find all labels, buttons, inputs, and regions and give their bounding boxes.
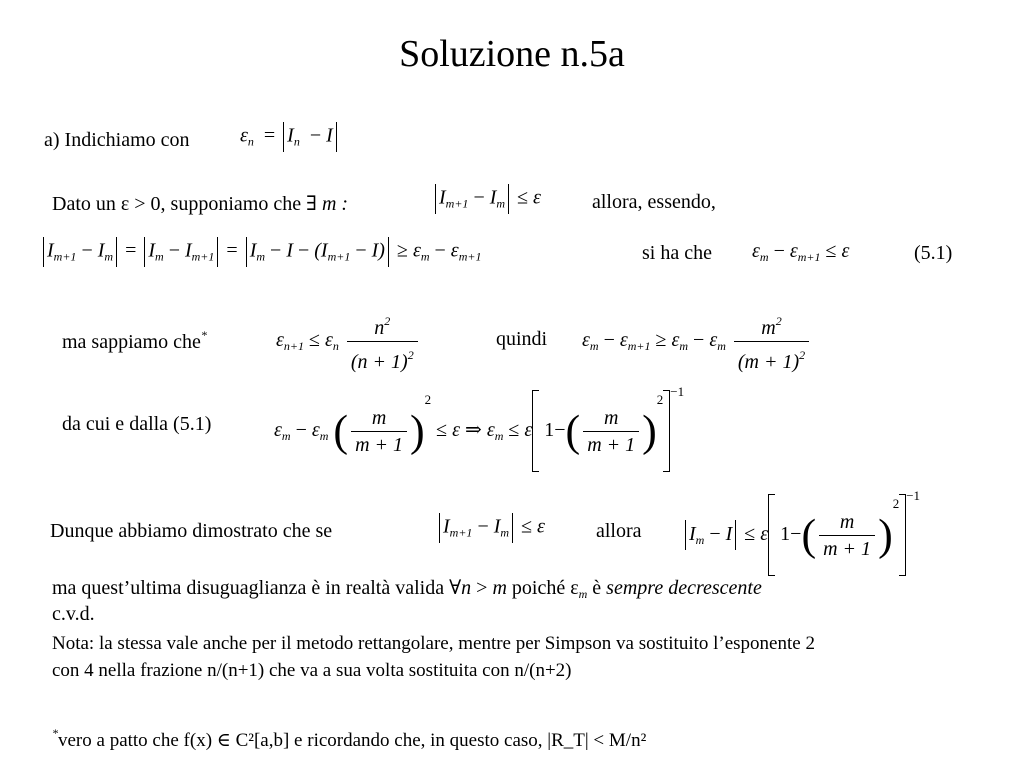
ma-sappiamo — [62, 328, 207, 354]
ma-quest-m: m — [492, 577, 507, 599]
den-n: (n + 1) — [350, 351, 408, 373]
sub-m1: m+1 — [445, 196, 469, 211]
right-bracket — [899, 494, 906, 576]
right-paren: ) — [642, 406, 657, 456]
abs-bar — [116, 237, 117, 267]
abs-bar — [217, 237, 218, 267]
I-symbol: I — [97, 239, 105, 262]
numerator — [734, 308, 809, 342]
sub-m: m — [679, 339, 689, 354]
minus-symbol: − — [434, 239, 446, 262]
eps-symbol: ε — [671, 329, 680, 352]
exp-2: 2 — [384, 314, 391, 328]
right-paren: ) — [410, 406, 425, 456]
left-bracket — [768, 494, 775, 576]
eps-symbol: ε — [841, 240, 850, 262]
quindi: quindi — [496, 328, 548, 350]
left-bracket — [532, 390, 539, 472]
I-close-paren: I) — [371, 239, 385, 262]
right-bracket — [663, 390, 670, 472]
left-paren: ( — [565, 406, 581, 456]
left-paren: ( — [333, 406, 349, 456]
I-symbol: I — [489, 186, 497, 209]
dunque: Dunque abbiamo dimostrato che se — [50, 520, 333, 542]
numerator: m — [819, 509, 875, 536]
sub-m1: m+1 — [191, 249, 215, 264]
minus-symbol: − — [297, 239, 310, 262]
sub-m1: m+1 — [53, 249, 77, 264]
sub-n: n — [247, 134, 254, 149]
cvd: c.v.d. — [52, 603, 95, 625]
denominator: m + 1 — [355, 433, 404, 456]
sub-n: n — [332, 339, 339, 354]
eq-symbol: = — [226, 239, 238, 262]
minus-symbol: − — [709, 523, 721, 545]
si-ha-che: si ha che — [642, 242, 712, 264]
ma-quest-italic: sempre decrescente — [606, 577, 762, 599]
paren-I: (I — [314, 239, 328, 262]
minus-symbol: − — [790, 523, 802, 545]
dato-line — [52, 191, 348, 216]
eps-symbol: ε — [789, 240, 798, 262]
ma-quest-e: è — [587, 577, 607, 599]
eps-symbol: ε — [533, 186, 541, 209]
ma-quest-gt: > — [471, 577, 493, 599]
formula-quindi — [582, 308, 812, 375]
I-symbol: I — [326, 124, 333, 147]
sub-m1: m+1 — [458, 249, 482, 264]
denominator — [734, 342, 809, 375]
eq-symbol: = — [125, 239, 137, 262]
sub-m: m — [589, 339, 599, 354]
eps-symbol: ε — [276, 329, 284, 352]
abs-bar — [43, 237, 44, 267]
sub-m: m — [256, 249, 266, 264]
ma-quest-poiche: poiché ε — [506, 577, 579, 599]
sub-m: m — [494, 429, 504, 443]
formula-eps-def — [240, 122, 340, 152]
denominator — [347, 342, 418, 375]
abs-bar — [508, 184, 509, 214]
leq-symbol: ≤ — [508, 419, 520, 441]
sub-n: n — [293, 134, 300, 149]
minus-symbol: − — [309, 124, 322, 147]
one-symbol: 1 — [544, 419, 555, 441]
minus-symbol: − — [554, 419, 566, 441]
geq-symbol: ≥ — [396, 239, 408, 262]
sub-m: m — [500, 525, 510, 540]
I-symbol: I — [47, 239, 54, 262]
nota-line-2: con 4 nella frazione n/(n+1) che va a sua volta sostituita con n/(n+2) — [52, 660, 572, 681]
abs-bar — [735, 520, 736, 550]
I-symbol: I — [184, 239, 192, 262]
fraction — [351, 405, 407, 458]
fraction — [583, 405, 639, 458]
I-symbol: I — [725, 523, 733, 545]
minus-symbol: − — [473, 186, 485, 209]
fraction — [819, 509, 875, 562]
sub-m: m — [695, 533, 705, 547]
eps-symbol: ε — [760, 523, 769, 545]
footnote — [52, 726, 646, 752]
eps-symbol: ε — [274, 419, 282, 441]
exp-2: 2 — [424, 392, 432, 407]
denominator: m + 1 — [823, 537, 872, 560]
left-paren: ( — [801, 510, 817, 560]
eq-symbol: = — [263, 124, 276, 147]
sub-m: m — [717, 339, 726, 354]
abs-bar — [336, 122, 337, 152]
abs-bar — [439, 513, 440, 543]
eps-symbol: ε — [452, 419, 461, 441]
I-symbol: I — [689, 523, 696, 545]
I-symbol: I — [287, 124, 294, 147]
formula-dunque-hyp — [436, 513, 545, 543]
footnote-mark: * — [200, 328, 207, 342]
eps-symbol: ε — [311, 419, 320, 441]
numerator: m — [583, 405, 639, 432]
abs-bar — [246, 237, 247, 267]
allora: allora — [596, 520, 642, 542]
eq-label: (5.1) — [914, 242, 953, 264]
sub-m: m — [104, 249, 114, 264]
abs-bar — [144, 237, 145, 267]
denominator: m + 1 — [587, 433, 636, 456]
implies-symbol: ⇒ — [465, 419, 482, 441]
eps-symbol: ε — [324, 329, 333, 352]
sub-m1: m+1 — [327, 249, 351, 264]
right-paren: ) — [878, 510, 893, 560]
leq-symbol: ≤ — [825, 240, 837, 262]
ma-quest-text: ma quest’ultima disuguaglianza è in realtà valida ∀ — [52, 577, 462, 599]
abs-bar — [435, 184, 436, 214]
formula-hyp — [432, 184, 541, 214]
sub-m1: m+1 — [449, 525, 473, 540]
dato-text: Dato un ε > 0, supponiamo che ∃ — [52, 193, 317, 215]
footnote-mark: * — [52, 726, 58, 740]
exp-2: 2 — [799, 348, 806, 362]
abs-bar — [283, 122, 284, 152]
sub-m: m — [496, 196, 506, 211]
exp-neg1: −1 — [906, 488, 921, 503]
leq-symbol: ≤ — [309, 329, 320, 352]
formula-da-cui — [274, 384, 684, 472]
minus-symbol: − — [477, 515, 489, 538]
sub-m: m — [420, 249, 430, 264]
eps-symbol: ε — [486, 419, 495, 441]
minus-symbol: − — [295, 419, 307, 441]
minus-symbol: − — [168, 239, 180, 262]
m-symbol: m — [761, 317, 776, 339]
page-title: Soluzione n.5a — [399, 33, 625, 75]
minus-symbol: − — [270, 239, 282, 262]
I-symbol: I — [439, 186, 446, 209]
leq-symbol: ≤ — [521, 515, 533, 538]
geq-symbol: ≥ — [655, 329, 667, 352]
da-cui: da cui e dalla (5.1) — [62, 413, 212, 435]
minus-symbol: − — [773, 240, 785, 262]
n-symbol: n — [374, 317, 385, 339]
fraction — [347, 308, 418, 375]
eps-symbol: ε — [709, 329, 718, 352]
eps-symbol: ε — [450, 239, 459, 262]
ma-quest-n: n — [461, 577, 472, 599]
eps-symbol: ε — [619, 329, 628, 352]
leq-symbol: ≤ — [744, 523, 756, 545]
minus-symbol: − — [355, 239, 367, 262]
I-symbol: I — [249, 239, 257, 262]
leq-symbol: ≤ — [517, 186, 529, 209]
exp-2: 2 — [656, 392, 664, 407]
allora-essendo: allora, essendo, — [592, 191, 716, 213]
exp-neg1: −1 — [670, 384, 685, 399]
one-symbol: 1 — [780, 523, 791, 545]
sub-m1: m+1 — [797, 250, 821, 264]
minus-symbol: − — [603, 329, 615, 352]
eps-symbol: ε — [752, 240, 760, 262]
leq-symbol: ≤ — [436, 419, 448, 441]
abs-bar — [512, 513, 513, 543]
numerator: m — [351, 405, 407, 432]
line-a-text: a) Indichiamo con — [44, 129, 190, 151]
exp-2: 2 — [775, 314, 782, 328]
I-symbol: I — [443, 515, 450, 538]
abs-bar — [388, 237, 389, 267]
nota-line-1: Nota: la stessa vale anche per il metodo rettangolare, mentre per Simpson va sostituito l’esponente 2 — [52, 633, 815, 654]
eps-symbol: ε — [240, 124, 248, 147]
sub-m1: m+1 — [627, 339, 651, 354]
formula-51 — [752, 240, 849, 265]
ma-quest-line — [52, 575, 762, 602]
sub-m: m — [759, 250, 769, 264]
I-symbol: I — [148, 239, 156, 262]
formula-eps-bound — [276, 308, 421, 375]
sub-m: m — [281, 429, 291, 443]
eps-symbol: ε — [412, 239, 421, 262]
formula-chain — [40, 237, 481, 267]
ma-quest-sub: m — [578, 587, 588, 601]
minus-symbol: − — [693, 329, 705, 352]
ma-sappiamo-text: ma sappiamo che — [62, 331, 201, 353]
exp-2: 2 — [407, 348, 414, 362]
fraction — [734, 308, 809, 375]
formula-dunque-result — [682, 488, 920, 576]
sub-m: m — [155, 249, 164, 264]
dato-m: m : — [321, 193, 349, 215]
I-symbol: I — [286, 239, 293, 262]
eps-symbol: ε — [582, 329, 590, 352]
exp-2: 2 — [892, 496, 900, 511]
I-symbol: I — [493, 515, 501, 538]
abs-bar — [685, 520, 686, 550]
footnote-text: vero a patto che f(x) ∈ C²[a,b] e ricordando che, in questo caso, |R_T| < M/n² — [58, 730, 647, 751]
eps-symbol: ε — [537, 515, 545, 538]
numerator — [347, 308, 418, 342]
sub-n1: n+1 — [283, 339, 304, 354]
sub-m: m — [319, 429, 329, 443]
eps-symbol: ε — [524, 419, 533, 441]
den-m: (m + 1) — [737, 351, 800, 373]
minus-symbol: − — [81, 239, 93, 262]
